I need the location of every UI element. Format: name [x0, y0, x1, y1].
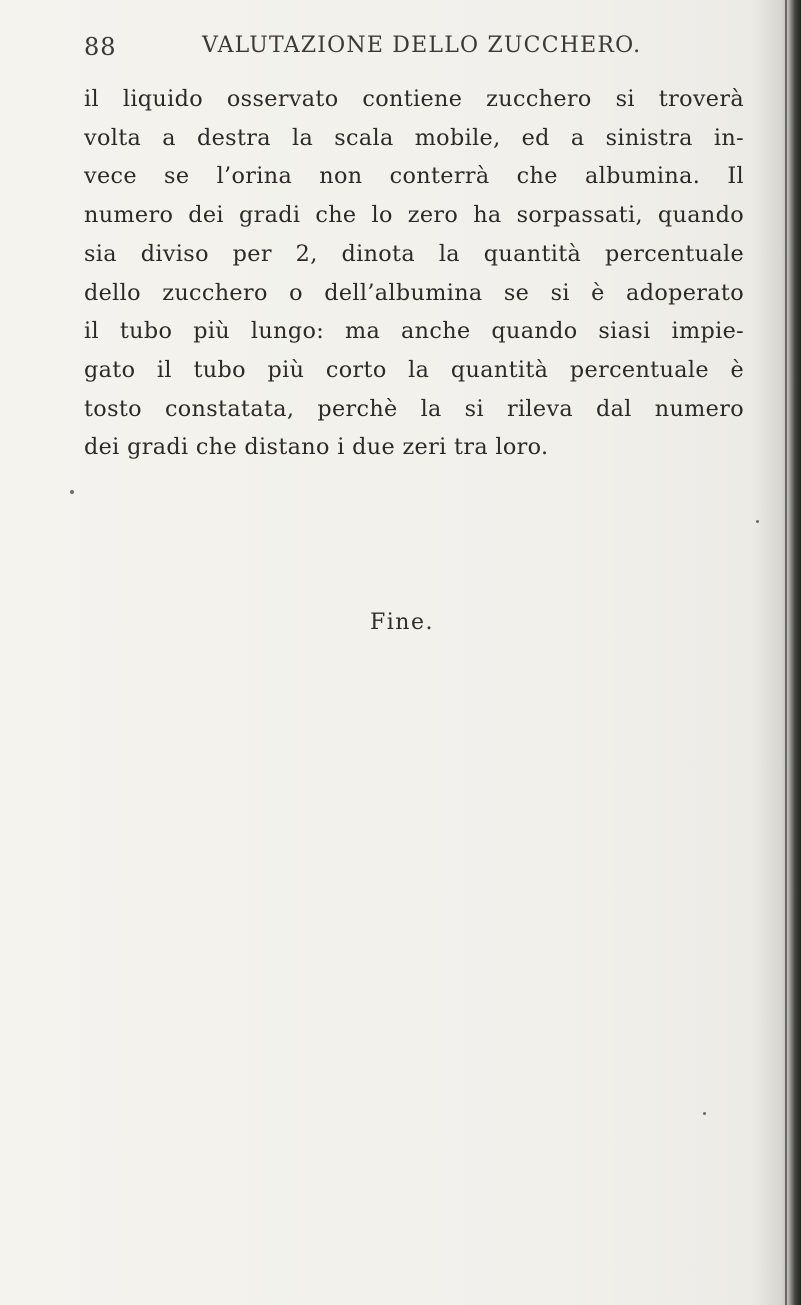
text-line: tosto constatata, perchè la si rileva dal numero — [84, 395, 744, 422]
end-mark: Fine. — [370, 610, 434, 635]
text-line: dei gradi che distano i due zeri tra loro. — [84, 434, 549, 461]
body-paragraph — [84, 80, 744, 467]
text-line: gato il tubo più corto la quantità percentuale è — [84, 356, 744, 383]
paper-speck — [703, 1112, 706, 1115]
binding-edge — [781, 0, 801, 1305]
page-number: 88 — [84, 33, 117, 61]
running-title: VALUTAZIONE DELLO ZUCCHERO. — [202, 33, 642, 58]
text-line: il tubo più lungo: ma anche quando siasi impie- — [84, 318, 744, 345]
running-header — [84, 33, 644, 73]
text-line: numero dei gradi che lo zero ha sorpassati, quando — [84, 202, 744, 229]
text-line: il liquido osservato contiene zucchero si troverà — [84, 86, 744, 112]
paper-speck — [70, 490, 74, 494]
text-line: volta a destra la scala mobile, ed a sinistra in- — [84, 124, 744, 151]
text-line: sia diviso per 2, dinota la quantità percentuale — [84, 240, 744, 267]
text-line: dello zucchero o dell’albumina se si è adoperato — [84, 279, 744, 306]
paper-speck — [756, 520, 759, 523]
text-line: vece se l’orina non conterrà che albumina. Il — [84, 163, 744, 190]
